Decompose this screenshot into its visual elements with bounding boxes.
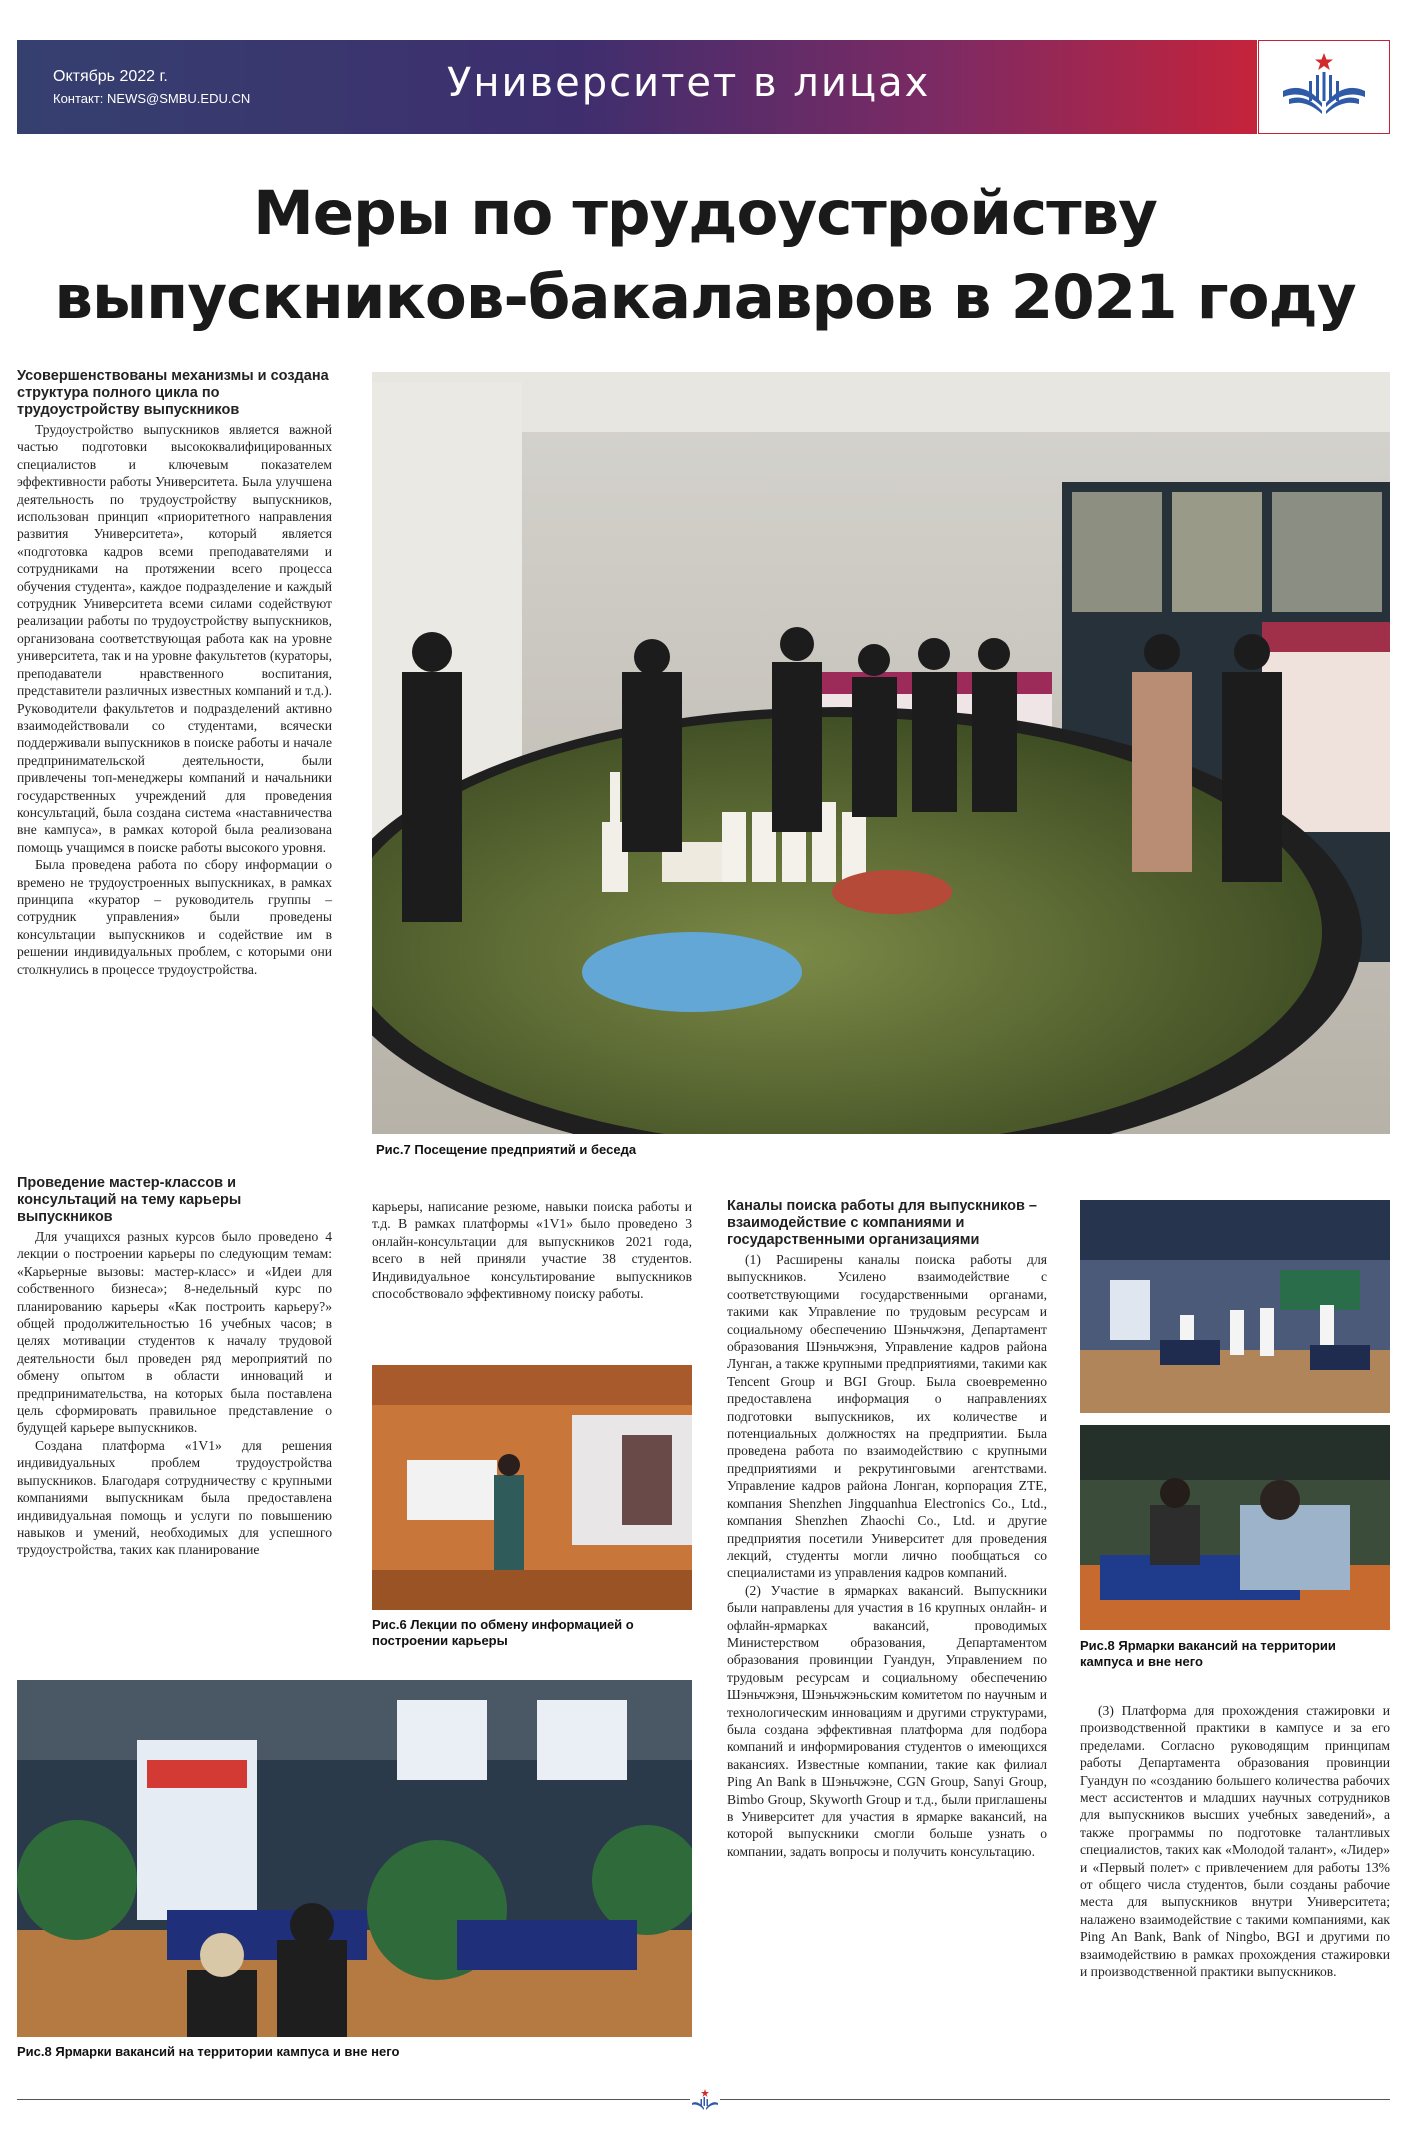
section3-heading: Каналы поиска работы для выпускников – взаимодействие с компаниями и государственными организациями — [727, 1198, 1037, 1248]
figure6-caption: Рис.6 Лекции по обмену информацией о построении карьеры — [372, 1617, 634, 1648]
book-logo-icon — [1259, 41, 1389, 133]
section3-paragraph: (2) Участие в ярмарках вакансий. Выпускники были направлены для участия в 16 крупных онлайн- и офлайн-ярмарках вакансий, проводимых Министерством образования, Департаментом образования провинции Гуандун, Управлением по трудовым ресурсам и социальному обеспечению Шэньчжэня, Шэньчжэньским комитетом по научным и технологическим инновациям и другими структурами, была создана эффективная платформа для подбора компаний и информирования студентов о имеющихся вакансиях. Известные компании, такие как филиал Ping An Bank в Шэньчжэне, CGN Group, Sanyi Group, Bimbo Group, Skyworth Group и т.д., были приглашены в Университет для участия в ярмарке вакансий, на которой выпускники смогли больше узнать о компании, задать вопросы и получить консультацию. — [727, 1582, 1047, 1859]
header-banner — [17, 40, 1257, 134]
section2-heading: Проведение мастер-классов и консультаций на тему карьеры выпускников — [17, 1175, 242, 1225]
section2-paragraph: карьеры, написание резюме, навыки поиска работы и т.д. В рамках платформы «1V1» было проведено 3 онлайн-консультации для выпускников 2021 года, всего в ней приняли участие 38 студентов. Индивидуальное консультирование выпускников способствовало эффективному поиску работы. — [372, 1199, 692, 1302]
footer-logo-icon — [690, 2088, 720, 2114]
section1-paragraph: Трудоустройство выпускников является важной частью подготовки высококвалифицированных специалистов и ключевым показателем эффективности работы Университета. Была улучшена деятельность по трудоустройству выпускников, использован принцип «приоритетного направления развития Университета», который является «подготовка кадров всеми преподавателями и сотрудниками на протяжении всего процесса обучения студента», каждое подразделение и каждый сотрудник Университета всеми силами содействуют реализации работы по трудоустройству выпускников, организована соответствующая работа как на уровне университета, так и на уровне факультетов (кураторы, преподаватели нравственного воспитания, представители различных известных компаний и т.д.). Руководители факультетов и подразделений активно взаимодействовали со студентами, всячески поддерживали выпускников в поиске работы и начале предпринимательской деятельности, были привлечены топ-менеджеры компаний и начальники государственных учреждений для проведения консультаций, была создана система «наставничества вне кампуса», в рамках которой была реализована помощь учащимся в поиске работы высокого уровня. — [17, 422, 332, 855]
photo-job-fair-interview — [1080, 1425, 1390, 1630]
university-logo — [1258, 40, 1390, 134]
figure8-caption-right: Рис.8 Ярмарки вакансий на территории кампуса и вне него — [1080, 1638, 1336, 1669]
section2-column — [17, 1175, 332, 1559]
section3-paragraph: (3) Платформа для прохождения стажировки и производственной практики в кампусе и за его пределами. Согласно руководящим принципам работы Департамента образования провинции Гуандун по «созданию большего количества рабочих мест ассистентов и младших научных сотрудников для выпускников высших учебных заведений», а также программы по подготовке талантливых специалистов, таких как «Молодой талант», «Лидер» и «Первый полет» с привлечением для работы 13% от общего числа студентов, были созданы рабочие места для выпускников внутри Университета; налажено взаимодействие с такими компаниями, как Ping An Bank, Bank of Ningbo, BGI и другими по взаимодействию в рамках прохождения стажировки и производственной практики выпускников. — [1080, 1703, 1390, 1980]
photo-enterprise-visit — [372, 372, 1390, 1134]
section-title: Университет в лицах — [447, 60, 931, 106]
section1-column — [17, 368, 332, 978]
figure8-caption-bottom: Рис.8 Ярмарки вакансий на территории кампуса и вне него — [17, 2044, 400, 2059]
section2-paragraph: Для учащихся разных курсов было проведено 4 лекции о построении карьеры по следующим темам: «Карьерные вызовы: мастер-класс» и «Идеи для собственного бизнеса»; 8-недельный курс по планированию карьеры «Как построить карьеру?» общей продолжительностью 16 учебных часов; в целях мотивации студентов к началу трудовой деятельности был проведен ряд мероприятий по обмену опытом в области инноваций и предпринимательства, на которых была поставлена цель сформировать правильное представление о будущей карьере выпускников. — [17, 1229, 332, 1436]
photo-career-lecture — [372, 1365, 692, 1610]
figure7-caption: Рис.7 Посещение предприятий и беседа — [376, 1142, 637, 1157]
section3-column — [727, 1198, 1047, 1860]
article-title — [20, 172, 1390, 340]
article-title-line1: Меры по трудоустройству — [253, 178, 1157, 249]
contact-email: Контакт: NEWS@SMBU.EDU.CN — [53, 91, 251, 106]
section1-heading: Усовершенствованы механизмы и создана структура полного цикла по трудоустройству выпускников — [17, 368, 329, 418]
article-title-line2: выпускников-бакалавров в 2021 году — [54, 262, 1356, 333]
section2-paragraph: Создана платформа «1V1» для решения индивидуальных проблем трудоустройства выпускников. Благодаря сотрудничеству с крупными компаниями выпускникам была предоставлена индивидуальная помощь и услуги по повышению навыков и умений, необходимых для успешного трудоустройства, таких как планирование — [17, 1437, 332, 1558]
photo-job-fair-hall — [1080, 1200, 1390, 1413]
section3-paragraph: (1) Расширены каналы поиска работы для выпускников. Усилено взаимодействие с соответствующими государственными органами, такими как Управление по трудовым ресурсам и социальному обеспечению Шэньчжэня, Департамент образования Шэньчжэня, Управление кадров района Лунган, а также крупными предприятиями, такими как Tencent Group и BGI Group. Была своевременно предоставлена информация о направлениях подготовки выпускников, их количестве и потенциальных должностях на предприятии. Была проведена работа по взаимодействию с крупными предприятиями и рекрутинговыми агентствами. Управление кадров района Лонган, корпорация ZTE, компания Shenzhen Jingquanhua Electronics Co., Ltd., компания Shenzhen Zhaochi Co., Ltd. и другие предприятия посетили Университет для проведения лекций, студенты могли лично пообщаться со специалистами из управления кадров компаний. — [727, 1252, 1047, 1581]
section2-column-continued — [372, 1198, 692, 1302]
photo-job-fair-booths — [17, 1680, 692, 2037]
section3-column-continued — [1080, 1702, 1390, 1981]
section1-paragraph: Была проведена работа по сбору информации о времено не трудоустроенных выпускниках, в рамках принципа «куратор – руководитель группы – сотрудник управления» были проведены консультации выпускников и содействие им в решении индивидуальных проблем, с которыми они столкнулись в процессе трудоустройства. — [17, 857, 332, 977]
issue-date: Октябрь 2022 г. — [53, 68, 168, 85]
